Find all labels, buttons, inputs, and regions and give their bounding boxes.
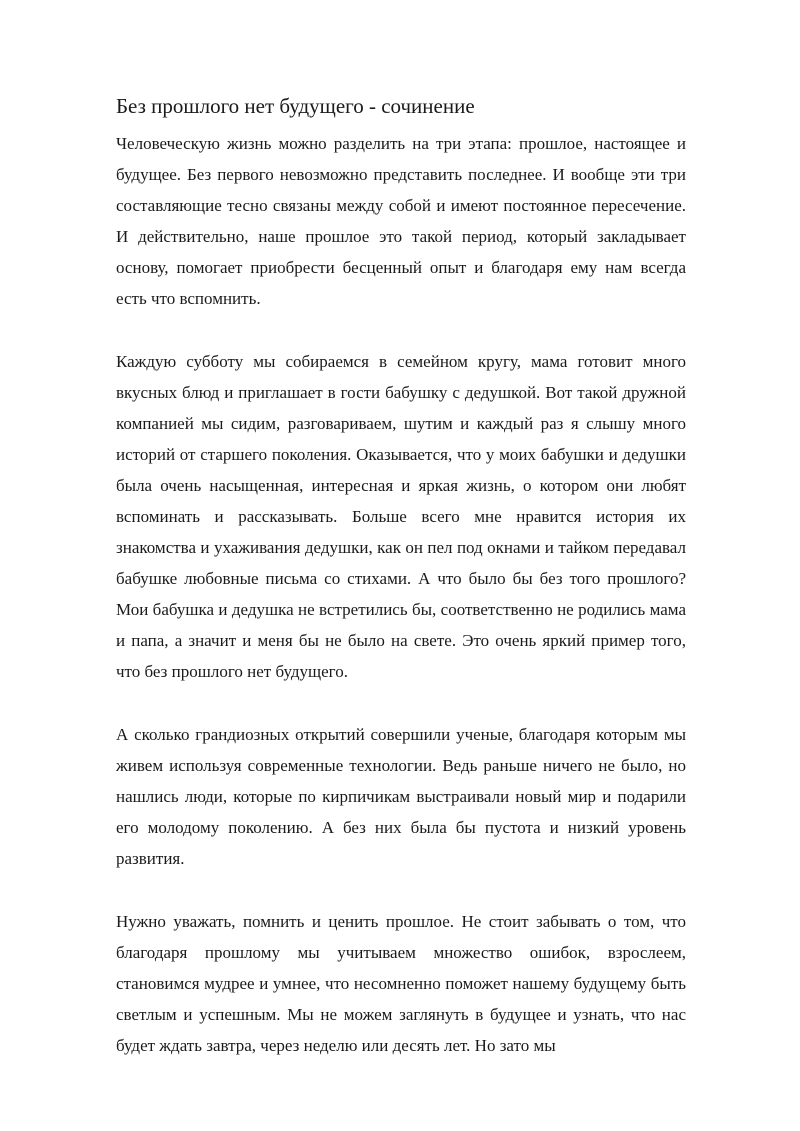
document-title: Без прошлого нет будущего - сочинение xyxy=(116,94,475,118)
paragraph-respect: Нужно уважать, помнить и ценить прошлое. Не стоит забывать о том, что благодаря прошлому мы учитываем множество ошибок, взрослеем, становимся мудрее и умнее, что несомненно поможет нашему будущему быть светлым и успешным. Мы не можем заглянуть в будущее и узнать, что нас будет ждать завтра, через неделю или десять лет. Но зато мы xyxy=(116,912,686,1055)
paragraph-scientists: А сколько грандиозных открытий совершили ученые, благодаря которым мы живем используя современные технологии. Ведь раньше ничего не было, но нашлись люди, которые по кирпичикам выстраивали новый мир и подарили его молодому поколению. А без них была бы пустота и низкий уровень развития. xyxy=(116,725,686,868)
paragraph-intro: Человеческую жизнь можно разделить на три этапа: прошлое, настоящее и будущее. Без первого невозможно представить последнее. И вообще эти три составляющие тесно связаны между собой и имеют постоянное пересечение. И действительно, наше прошлое это такой период, который закладывает основу, помогает приобрести бесценный опыт и благодаря ему нам всегда есть что вспомнить. xyxy=(116,134,686,308)
paragraph-family: Каждую субботу мы собираемся в семейном кругу, мама готовит много вкусных блюд и приглашает в гости бабушку с дедушкой. Вот такой дружной компанией мы сидим, разговариваем, шутим и каждый раз я слышу много историй от старшего поколения. Оказывается, что у моих бабушки и дедушки была очень насыщенная, интересная и яркая жизнь, о котором они любят вспоминать и рассказывать. Больше всего мне нравится история их знакомства и ухаживания дедушки, как он пел под окнами и тайком передавал бабушке любовные письма со стихами. А что было бы без того прошлого? Мои бабушка и дедушка не встретились бы, соответственно не родились мама и папа, а значит и меня бы не было на свете. Это очень яркий пример того, что без прошлого нет будущего. xyxy=(116,352,686,681)
document-body xyxy=(116,92,686,1093)
